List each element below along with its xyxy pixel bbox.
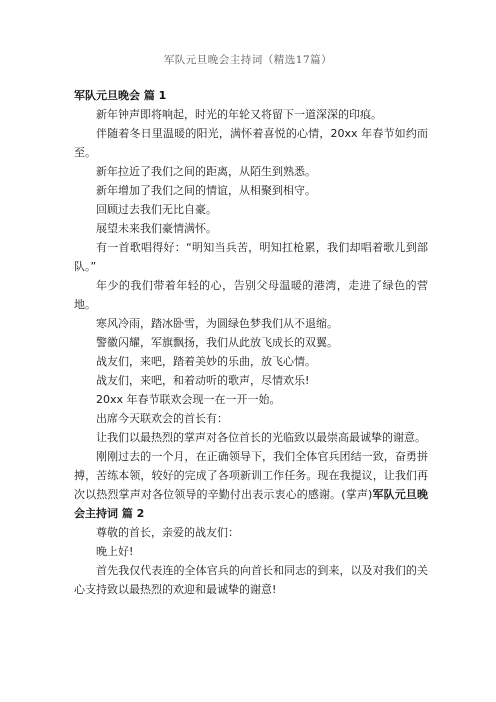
paragraph: 新年增加了我们之间的情谊，从相聚到相守。 (96, 184, 316, 197)
document-body (74, 86, 428, 599)
paragraph: 尊敬的首长，亲爱的战友们： (96, 526, 239, 539)
paragraph: 新年钟声即将响起，时光的年轮又将留下一道深深的印痕。 (96, 108, 382, 121)
paragraph: 警徽闪耀，军旗飘扬，我们从此放飞成长的双翼。 (96, 336, 338, 349)
paragraph: 晚上好! (96, 545, 134, 558)
paragraph: 伴随着冬日里温暖的阳光，满怀着喜悦的心情，20xx 年春节如约而至。 (74, 127, 428, 159)
paragraph: 年少的我们带着年轻的心，告别父母温暖的港湾，走进了绿色的营地。 (74, 279, 428, 311)
paragraph: 战友们，来吧，踏着美妙的乐曲，放飞心情。 (96, 355, 316, 368)
section-title-2: 军队元旦晚会主持词 篇 2 (74, 488, 429, 520)
paragraph: 有一首歌唱得好：“明知当兵苦，明知扛枪累，我们却唱着歌儿到部队。” (74, 241, 428, 273)
paragraph: 展望未来我们豪情满怀。 (96, 222, 217, 235)
paragraph: 20xx 年春节联欢会现一在一开一始。 (96, 393, 281, 406)
page-header-title: 军队元旦晚会主持词（精选17篇） (163, 54, 333, 66)
paragraph: 首先我仅代表连的全体官兵的向首长和同志的到来，以及对我们的关心支持致以最热烈的欢迎和最诚挚的谢意! (74, 564, 428, 596)
paragraph: 回顾过去我们无比自豪。 (96, 203, 217, 216)
section-title-1: 军队元旦晚会 篇 1 (74, 89, 167, 102)
paragraph: 战友们，来吧，和着动听的歌声，尽情欢乐! (96, 374, 310, 387)
paragraph: 寒风冷雨，踏冰卧雪，为圆绿色梦我们从不退缩。 (96, 317, 338, 330)
paragraph: 出席今天联欢会的首长有： (96, 412, 228, 425)
paragraph: 新年拉近了我们之间的距离，从陌生到熟悉。 (96, 165, 316, 178)
paragraph: 让我们以最热烈的掌声对各位首长的光临致以最崇高最诚挚的谢意。 (96, 431, 426, 444)
paragraph-text: 刚刚过去的一个月，在正确领导下，我们全体官兵团结一致，奋勇拼搏，苦练本领，较好的完成了各项新训工作任务。现在我提议，让我们再次以热烈掌声对各位领导的辛勤付出表示衷心的感谢。(掌声) (74, 450, 428, 501)
paragraph-with-inline-title (74, 447, 428, 523)
